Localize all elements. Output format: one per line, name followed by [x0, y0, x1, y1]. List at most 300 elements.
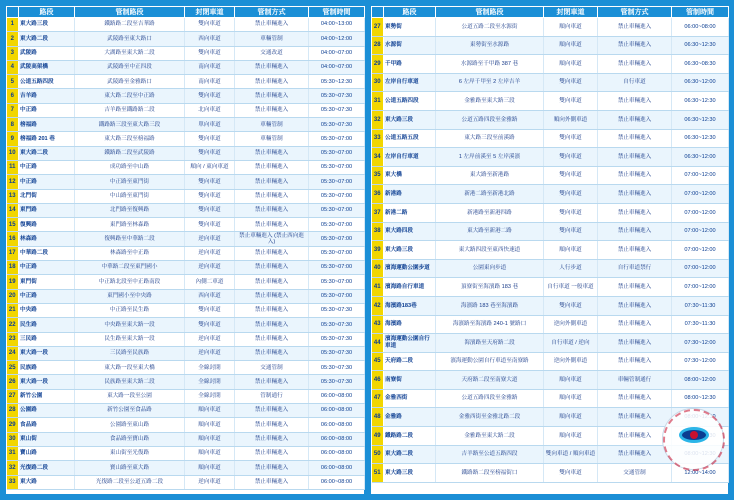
table-row: [7, 46, 365, 60]
table-row: [7, 289, 365, 303]
control-time: 05:30~07:30: [309, 332, 365, 346]
road-name: 東大路四段: [384, 222, 436, 241]
closed-lanes: 自行車道 一般車道: [544, 278, 598, 297]
schedule-panel-left: [6, 6, 364, 494]
road-name: 東大路一段: [19, 375, 75, 389]
closed-lanes: 全線封閉: [185, 361, 235, 375]
road-name: 林森路: [19, 232, 75, 246]
table-row: [7, 418, 365, 432]
control-time: 07:30~12:00: [672, 352, 729, 371]
header-direction: 封閉車道: [544, 7, 598, 18]
table-row: [7, 218, 365, 232]
control-method: 禁止車輛進入 (禁止西向進入): [235, 232, 309, 246]
control-method: 禁止車輛進入: [235, 189, 309, 203]
road-name: 新港二路: [384, 203, 436, 222]
table-row: [7, 203, 365, 217]
control-method: 禁止車輛進入: [598, 241, 672, 260]
header-time: 管制時間: [672, 7, 729, 18]
control-section: 海濱路至海濱路 240-1 號路口: [436, 315, 544, 334]
closed-lanes: 順向車道: [544, 55, 598, 74]
road-name: 寶山路: [19, 446, 75, 460]
row-number: 38: [372, 222, 384, 241]
row-number: 26: [7, 375, 19, 389]
closed-lanes: 順向車道: [544, 389, 598, 408]
row-number: 28: [372, 36, 384, 55]
control-section: 東大路至新港路: [436, 166, 544, 185]
control-section: 中華路二段至東門國小: [75, 261, 185, 275]
table-row: [7, 346, 365, 360]
control-method: 禁止車輛進入: [598, 203, 672, 222]
closed-lanes: 逆向外側車道: [544, 352, 598, 371]
row-number: 39: [372, 241, 384, 260]
row-number: 22: [7, 318, 19, 332]
header-road: 路段: [384, 7, 436, 18]
control-section: 食品路至寶山路: [75, 432, 185, 446]
road-name: 中華路二段: [19, 246, 75, 260]
control-method: 禁止車輛進入: [235, 418, 309, 432]
road-name: 新港路: [384, 185, 436, 204]
road-name: 北門街: [19, 189, 75, 203]
eye-pupil-icon: [690, 431, 698, 439]
closed-lanes: 順向車道: [544, 427, 598, 446]
road-name: 濱海路自行車道: [384, 278, 436, 297]
control-time: 05:30~07:30: [309, 89, 365, 103]
table-row: [7, 189, 365, 203]
closed-lanes: 雙向車道: [544, 185, 598, 204]
control-method: 車輛管制: [235, 118, 309, 132]
event-logo-stamp: [662, 408, 724, 470]
control-time: 05:30~07:00: [309, 203, 365, 217]
control-method: 禁止車輛進入: [598, 18, 672, 37]
control-time: 04:00~07:00: [309, 60, 365, 74]
control-method: 禁止車輛進入: [235, 18, 309, 32]
closed-lanes: 雙向車道: [185, 18, 235, 32]
table-row: [7, 446, 365, 460]
closed-lanes: 逆向車道: [185, 475, 235, 489]
control-method: 禁止車輛進入: [598, 352, 672, 371]
table-row: [7, 89, 365, 103]
control-section: 復興路至中華路二段: [75, 232, 185, 246]
control-method: 禁止車輛進入: [235, 89, 309, 103]
control-method: 交通管制: [598, 464, 672, 483]
table-row: [7, 232, 365, 246]
road-name: 左岸自行車道: [384, 73, 436, 92]
header-number: [372, 7, 384, 18]
table-row: [7, 432, 365, 446]
road-name: 東大路: [19, 475, 75, 489]
row-number: 50: [372, 445, 384, 464]
closed-lanes: 雙向車道: [185, 203, 235, 217]
row-number: 6: [7, 89, 19, 103]
row-number: 27: [372, 18, 384, 37]
closed-lanes: 逆向外側車道: [544, 315, 598, 334]
control-time: 06:30~08:30: [672, 55, 729, 74]
closed-lanes: 雙向車道: [185, 46, 235, 60]
control-time: 05:30~07:30: [309, 118, 365, 132]
control-section: 東門路至林森路: [75, 218, 185, 232]
closed-lanes: 北向車道: [185, 103, 235, 117]
table-row: [7, 103, 365, 117]
schedule-table-right: [371, 6, 729, 483]
control-method: 禁止車輛進入: [235, 160, 309, 174]
closed-lanes: 內側二車道: [185, 275, 235, 289]
row-number: 31: [7, 446, 19, 460]
control-time: 07:30~11:30: [672, 315, 729, 334]
road-name: 新竹公園: [19, 389, 75, 403]
control-method: 禁止車輛進入: [235, 75, 309, 89]
table-row: [372, 166, 729, 185]
control-time: 07:30~11:30: [672, 296, 729, 315]
control-method: 禁止車輛進入: [235, 261, 309, 275]
control-method: 禁止車輛進入: [235, 375, 309, 389]
road-name: 金雅路: [384, 408, 436, 427]
control-time: 06:30~12:00: [672, 148, 729, 167]
control-section: 武陵路至中正四段: [75, 60, 185, 74]
control-method: 禁止車輛進入: [235, 146, 309, 160]
control-section: 鐵路路二段至武陵路: [75, 146, 185, 160]
closed-lanes: 雙向車道: [544, 464, 598, 483]
table-row: [372, 296, 729, 315]
closed-lanes: 順向外側車道: [544, 110, 598, 129]
road-name: 海濱路: [384, 315, 436, 334]
table-row: [372, 129, 729, 148]
road-name: 東大路三段: [384, 464, 436, 483]
header-direction: 封閉車道: [185, 7, 235, 18]
control-section: 濱海運動公園自行車道至南寮路: [436, 352, 544, 371]
control-method: 禁止車輛進入: [598, 148, 672, 167]
road-name: 鐵路路二段: [384, 427, 436, 446]
control-section: 中山路至東門街: [75, 189, 185, 203]
road-name: 吉羊路: [19, 89, 75, 103]
row-number: 36: [372, 185, 384, 204]
control-time: 06:00~08:00: [309, 389, 365, 403]
row-number: 33: [7, 475, 19, 489]
row-number: 44: [372, 334, 384, 353]
row-number: 18: [7, 261, 19, 275]
control-section: 頂寮街至海濱路 183 巷: [436, 278, 544, 297]
table-row: [372, 464, 729, 483]
table-row: [7, 60, 365, 74]
table-row: [7, 404, 365, 418]
road-name: 東大路一段: [19, 346, 75, 360]
control-time: 07:00~12:00: [672, 203, 729, 222]
control-section: 武陵路至金雅路口: [75, 75, 185, 89]
control-section: 公道五路四段至金雅路: [436, 110, 544, 129]
closed-lanes: 單向車道: [185, 118, 235, 132]
row-number: 32: [7, 461, 19, 475]
control-section: 林森路至中正路: [75, 246, 185, 260]
control-time: 12:00~14:00: [672, 464, 729, 483]
control-time: 05:30~07:30: [309, 318, 365, 332]
row-number: 12: [7, 175, 19, 189]
closed-lanes: 逆向車道: [185, 261, 235, 275]
table-row: [7, 275, 365, 289]
closed-lanes: 順向車道: [544, 18, 598, 37]
closed-lanes: 雙向車道: [544, 166, 598, 185]
closed-lanes: 順向車道: [544, 371, 598, 390]
control-section: 金雅路至東大路三段: [436, 92, 544, 111]
road-name: 南寮街: [384, 371, 436, 390]
closed-lanes: 雙向車道 / 順向車道: [544, 445, 598, 464]
table-row: [7, 475, 365, 489]
road-name: 東大路三段: [384, 110, 436, 129]
road-name: 濱海運動公園自行車道: [384, 334, 436, 353]
table-row: [372, 222, 729, 241]
control-time: 05:30~07:00: [309, 146, 365, 160]
control-method: 禁止車輛進入: [598, 445, 672, 464]
control-section: 海濱路 183 巷至海濱路: [436, 296, 544, 315]
row-number: 49: [372, 427, 384, 446]
control-time: 05:30~07:00: [309, 261, 365, 275]
control-method: 禁止車輛進入: [235, 275, 309, 289]
control-section: 水源路至千甲路 387 巷: [436, 55, 544, 74]
header-time: 管制時間: [309, 7, 365, 18]
table-row: [7, 75, 365, 89]
table-row: [7, 18, 365, 32]
table-row: [7, 175, 365, 189]
control-method: 禁止車輛進入: [598, 110, 672, 129]
control-method: 禁止車輛進入: [598, 55, 672, 74]
road-name: 東大橋: [384, 166, 436, 185]
closed-lanes: 順向 / 東向車道: [185, 160, 235, 174]
row-number: 35: [372, 166, 384, 185]
control-time: 05:30~07:00: [309, 232, 365, 246]
control-section: 東大路一段至公園: [75, 389, 185, 403]
control-method: 交通改道: [235, 46, 309, 60]
row-number: 51: [372, 464, 384, 483]
control-method: 禁止車輛進入: [235, 318, 309, 332]
control-time: 06:00~08:00: [309, 432, 365, 446]
control-method: 禁止車輛進入: [598, 427, 672, 446]
road-name: 公道五路四段: [19, 75, 75, 89]
control-time: 06:30~12:30: [672, 110, 729, 129]
control-method: 禁止車輛進入: [598, 222, 672, 241]
road-name: 武陵高架橋: [19, 60, 75, 74]
control-method: 禁止車輛進入: [235, 246, 309, 260]
closed-lanes: 西向車道: [185, 32, 235, 46]
control-method: 禁止車輛進入: [598, 129, 672, 148]
control-time: 04:00~13:00: [309, 18, 365, 32]
closed-lanes: 雙向車道: [544, 92, 598, 111]
row-number: 17: [7, 246, 19, 260]
closed-lanes: 南向車道: [185, 75, 235, 89]
control-method: 禁止車輛進入: [235, 346, 309, 360]
closed-lanes: 順向車道: [185, 432, 235, 446]
table-row: [372, 352, 729, 371]
road-name: 民生路: [19, 318, 75, 332]
closed-lanes: 自行車道 / 逆向: [544, 334, 598, 353]
control-time: 07:30~12:00: [672, 334, 729, 353]
row-number: 4: [7, 60, 19, 74]
road-name: 中正路: [19, 261, 75, 275]
row-number: 14: [7, 203, 19, 217]
table-row: [372, 185, 729, 204]
table-row: [372, 92, 729, 111]
control-section: 公園東向步道: [436, 259, 544, 278]
control-section: 光復路二段至公道五路二段: [75, 475, 185, 489]
row-number: 29: [372, 55, 384, 74]
control-time: 06:00~08:00: [309, 446, 365, 460]
road-name: 金雅西街: [384, 389, 436, 408]
control-method: 禁止車輛進入: [235, 203, 309, 217]
row-number: 25: [7, 361, 19, 375]
control-section: 金雅路至東大路二段: [436, 427, 544, 446]
control-time: 05:30~12:30: [309, 75, 365, 89]
control-time: 06:00~08:00: [672, 18, 729, 37]
control-time: 05:30~07:00: [309, 275, 365, 289]
row-number: 33: [372, 129, 384, 148]
table-row: [372, 241, 729, 260]
closed-lanes: 雙向車道: [185, 303, 235, 317]
control-method: 禁止車輛進入: [235, 475, 309, 489]
table-row: [372, 55, 729, 74]
closed-lanes: 雙向車道: [544, 129, 598, 148]
header-section: 管制路段: [436, 7, 544, 18]
road-name: 榜福路: [19, 118, 75, 132]
road-name: 海濱路183巷: [384, 296, 436, 315]
control-section: 大湖路至東大路二段: [75, 46, 185, 60]
control-section: 新港路至新港四路: [436, 203, 544, 222]
road-name: 天府路二段: [384, 352, 436, 371]
table-body-left: [7, 18, 365, 490]
control-section: 6 左岸千甲至 2 左岸吉羊: [436, 73, 544, 92]
control-section: 鐵路路二段至榜福街口: [436, 464, 544, 483]
control-section: 吉羊路至鐵路路二段: [75, 103, 185, 117]
road-name: 三民路: [19, 332, 75, 346]
row-number: 47: [372, 389, 384, 408]
control-section: 1 左岸前溪至 5 左岸溪濱: [436, 148, 544, 167]
road-name: 武陵路: [19, 46, 75, 60]
control-section: 東大路三段至榜福路: [75, 132, 185, 146]
control-section: 東大路至新港二路: [436, 222, 544, 241]
schedule-panel-right: [371, 6, 728, 494]
control-section: 中正路至東門街: [75, 175, 185, 189]
row-number: 30: [372, 73, 384, 92]
control-section: 新竹公園至食品路: [75, 404, 185, 418]
road-name: 復興路: [19, 218, 75, 232]
closed-lanes: 雙向車道: [185, 318, 235, 332]
closed-lanes: 西向車道: [185, 289, 235, 303]
table-row: [7, 246, 365, 260]
row-number: 29: [7, 418, 19, 432]
closed-lanes: 順向車道: [544, 408, 598, 427]
control-section: 北門路至復興路: [75, 203, 185, 217]
control-method: 自行車道禁行: [598, 259, 672, 278]
closed-lanes: 雙向車道: [185, 132, 235, 146]
table-header-right: [372, 7, 729, 18]
control-section: 吉羊路至公道五路四段: [436, 445, 544, 464]
table-row: [7, 375, 365, 389]
road-name: 左岸自行車道: [384, 148, 436, 167]
control-time: 05:30~07:30: [309, 303, 365, 317]
control-time: 04:00~07:00: [309, 46, 365, 60]
table-row: [7, 361, 365, 375]
closed-lanes: 南向車道: [185, 60, 235, 74]
control-time: 08:00~12:30: [672, 389, 729, 408]
control-section: 東大路一段至東大橋: [75, 361, 185, 375]
road-name: 民族路: [19, 361, 75, 375]
control-method: 禁止車輛進入: [235, 303, 309, 317]
closed-lanes: 人行步道: [544, 259, 598, 278]
table-row: [372, 334, 729, 353]
road-name: 東大路三段: [384, 241, 436, 260]
schedule-table-left: [6, 6, 365, 490]
control-method: 自行車道: [598, 73, 672, 92]
header-road: 路段: [19, 7, 75, 18]
table-row: [7, 32, 365, 46]
closed-lanes: 雙向車道: [185, 218, 235, 232]
table-row: [372, 315, 729, 334]
control-section: 中正路北段至中正路南段: [75, 275, 185, 289]
header-number: [7, 7, 19, 18]
row-number: 5: [7, 75, 19, 89]
table-row: [7, 146, 365, 160]
road-name: 公園路: [19, 404, 75, 418]
road-name: 中正路: [19, 175, 75, 189]
control-method: 交通管制: [235, 361, 309, 375]
row-number: 46: [372, 371, 384, 390]
road-name: 東山街: [19, 432, 75, 446]
row-number: 11: [7, 160, 19, 174]
control-time: 06:00~08:00: [309, 404, 365, 418]
table-row: [372, 278, 729, 297]
row-number: 19: [7, 275, 19, 289]
control-method: 禁止車輛進入: [235, 461, 309, 475]
closed-lanes: 雙向車道: [544, 203, 598, 222]
row-number: 48: [372, 408, 384, 427]
control-method: 禁止車輛進入: [598, 408, 672, 427]
row-number: 21: [7, 303, 19, 317]
row-number: 45: [372, 352, 384, 371]
control-time: 05:30~07:30: [309, 346, 365, 360]
closed-lanes: 雙向車道: [185, 146, 235, 160]
closed-lanes: 雙向車道: [185, 175, 235, 189]
road-name: 千甲路: [384, 55, 436, 74]
control-method: 禁止車輛進入: [235, 218, 309, 232]
table-row: [7, 132, 365, 146]
road-name: 公道五路四段: [384, 92, 436, 111]
control-section: 東大路四段至東西快速道: [436, 241, 544, 260]
control-time: 05:30~07:00: [309, 189, 365, 203]
control-section: 中正路至民生路: [75, 303, 185, 317]
table-row: [372, 259, 729, 278]
closed-lanes: 順向車道: [544, 36, 598, 55]
closed-lanes: 順向車道: [544, 241, 598, 260]
road-name: 東門街: [19, 275, 75, 289]
control-method: 禁止車輛進入: [598, 334, 672, 353]
closed-lanes: 順向車道: [185, 404, 235, 418]
control-method: 禁止車輛進入: [235, 446, 309, 460]
table-row: [372, 389, 729, 408]
control-method: 禁止車輛進入: [235, 432, 309, 446]
control-time: 05:30~07:30: [309, 361, 365, 375]
table-row: [372, 36, 729, 55]
row-number: 15: [7, 218, 19, 232]
control-section: 新港二路至新港北路: [436, 185, 544, 204]
row-number: 1: [7, 18, 19, 32]
row-number: 23: [7, 332, 19, 346]
closed-lanes: 雙向車道: [185, 189, 235, 203]
table-row: [372, 203, 729, 222]
control-method: 車輛管制通行: [598, 371, 672, 390]
control-time: 07:00~12:00: [672, 259, 729, 278]
closed-lanes: 雙向車道: [544, 73, 598, 92]
header-mode: 管制方式: [598, 7, 672, 18]
control-method: 車輛管制: [235, 132, 309, 146]
control-method: 禁止車輛進入: [598, 166, 672, 185]
closed-lanes: 順向車道: [185, 461, 235, 475]
table-row: [7, 160, 365, 174]
